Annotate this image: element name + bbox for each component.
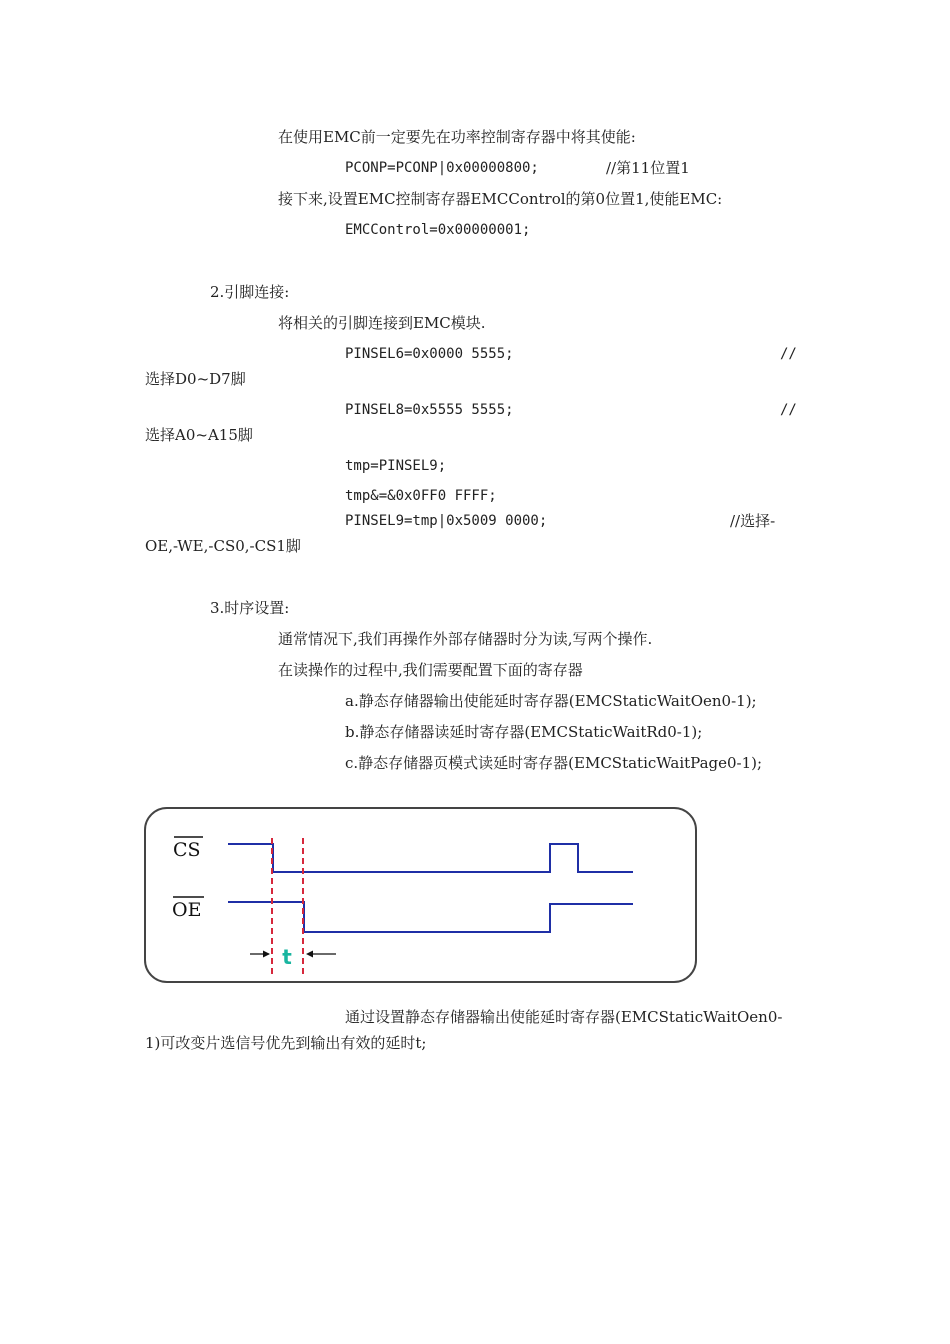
oe-label: OE xyxy=(172,899,202,921)
pconp-code: PCONP=PCONP|0x00000800; xyxy=(345,160,539,176)
footer-line-1: 通过设置静态存储器输出使能延时寄存器(EMCStaticWaitOen0- xyxy=(345,1008,783,1026)
emccontrol-code: EMCControl=0x00000001; xyxy=(345,222,531,238)
pins-intro: 将相关的引脚连接到EMC模块. xyxy=(278,314,486,332)
timing-diagram xyxy=(143,806,698,984)
timing-line-2: 在读操作的过程中,我们需要配置下面的寄存器 xyxy=(278,661,583,679)
register-item-b: b.静态存储器读延时寄存器(EMCStaticWaitRd0-1); xyxy=(345,723,703,741)
pinsel9-code: PINSEL9=tmp|0x5009 0000; xyxy=(345,513,548,529)
cs-label: CS xyxy=(173,839,201,861)
section-heading-pins: 2.引脚连接: xyxy=(210,283,290,301)
register-item-c: c.静态存储器页模式读延时寄存器(EMCStaticWaitPage0-1); xyxy=(345,754,763,772)
pinsel9-comment-start: //选择- xyxy=(730,512,776,530)
pinsel6-code: PINSEL6=0x0000 5555; xyxy=(345,346,514,362)
pinsel6-comment-mark: // xyxy=(780,346,797,362)
register-item-a: a.静态存储器输出使能延时寄存器(EMCStaticWaitOen0-1); xyxy=(345,692,757,710)
pinsel6-comment: 选择D0~D7脚 xyxy=(145,370,246,388)
section-heading-timing: 3.时序设置: xyxy=(210,599,290,617)
pinsel8-comment-mark: // xyxy=(780,402,797,418)
timing-line-1: 通常情况下,我们再操作外部存储器时分为读,写两个操作. xyxy=(278,630,653,648)
pinsel8-comment: 选择A0~A15脚 xyxy=(145,426,253,444)
pconp-comment: //第11位置1 xyxy=(606,159,690,177)
emccontrol-intro: 接下来,设置EMC控制寄存器EMCControl的第0位置1,使能EMC: xyxy=(278,190,723,208)
pinsel8-code: PINSEL8=0x5555 5555; xyxy=(345,402,514,418)
diagram-frame xyxy=(145,808,696,982)
footer-line-2: 1)可改变片选信号优先到输出有效的延时t; xyxy=(145,1034,427,1052)
pinsel9-comment-end: OE,-WE,-CS0,-CS1脚 xyxy=(145,537,301,555)
tmp-read-code: tmp=PINSEL9; xyxy=(345,458,447,474)
t-label: t xyxy=(282,945,292,969)
tmp-mask-code: tmp&=&0x0FF0 FFFF; xyxy=(345,488,497,504)
emc-enable-intro: 在使用EMC前一定要先在功率控制寄存器中将其使能: xyxy=(278,128,636,146)
